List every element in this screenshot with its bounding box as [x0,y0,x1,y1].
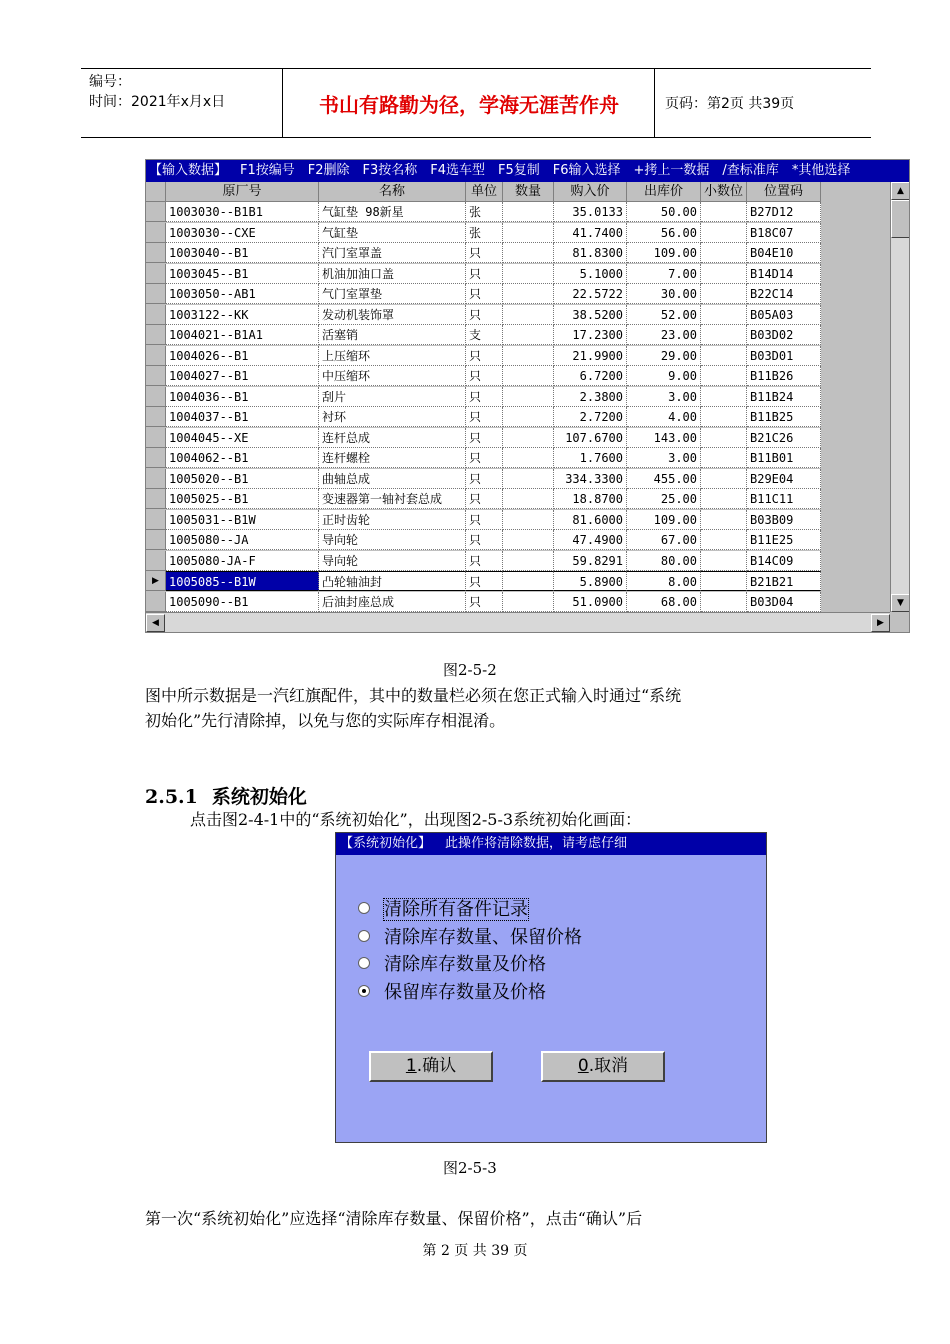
table-cell[interactable]: 1005031--B1W [166,510,319,530]
table-cell[interactable]: 衬环 [319,407,466,427]
table-cell[interactable]: 81.8300 [554,243,627,263]
column-header[interactable]: 位置码 [747,182,821,202]
table-cell[interactable] [503,284,554,304]
table-cell[interactable]: 1004045--XE [166,428,319,448]
table-row[interactable] [146,530,910,550]
paragraph-1-line-1: 图中所示数据是一汽红旗配件，其中的数量栏必须在您正式输入时通过“系统 [145,686,682,705]
table-cell[interactable]: 气缸垫 98新星 [319,202,466,222]
table-cell[interactable]: 17.2300 [554,325,627,345]
table-cell[interactable]: 1.7600 [554,448,627,468]
table-cell[interactable]: B03B09 [747,510,821,530]
table-cell[interactable]: 气缸垫 [319,223,466,243]
table-cell[interactable]: 只 [466,489,503,509]
dialog-title: 【系统初始化】 [340,836,432,851]
figure-caption-2-5-2: 图2-5-2 [443,661,497,679]
table-cell[interactable]: 30.00 [627,284,701,304]
cancel-button[interactable] [541,1051,665,1082]
row-selector[interactable] [146,510,166,530]
table-cell[interactable]: 只 [466,407,503,427]
row-selector[interactable] [146,284,166,304]
table-cell[interactable]: 1003122--KK [166,305,319,325]
table-cell[interactable]: 1003050--AB1 [166,284,319,304]
table-cell[interactable]: B03D04 [747,592,821,612]
table-cell[interactable] [701,510,747,530]
table-cell[interactable]: B21B21 [747,571,821,591]
table-cell[interactable]: 只 [466,469,503,489]
table-cell[interactable] [503,530,554,550]
grid-corner [146,182,166,202]
table-cell[interactable]: B11C11 [747,489,821,509]
table-cell[interactable]: 1003040--B1 [166,243,319,263]
paragraph-3: 第一次“系统初始化”应选择“清除库存数量、保留价格”，点击“确认”后 [145,1209,643,1228]
table-cell[interactable] [503,551,554,571]
table-cell[interactable]: 80.00 [627,551,701,571]
table-cell[interactable]: 只 [466,428,503,448]
table-cell[interactable] [503,407,554,427]
table-cell[interactable]: 6.7200 [554,366,627,386]
table-cell[interactable]: 只 [466,243,503,263]
row-selector[interactable] [146,325,166,345]
table-cell[interactable] [503,346,554,366]
table-cell[interactable]: B21C26 [747,428,821,448]
table-row[interactable] [146,223,910,243]
table-cell[interactable]: 凸轮轴油封 [319,571,466,591]
radio-empty-icon[interactable] [358,930,370,942]
row-selector[interactable] [146,448,166,468]
grid-menu-item: 【输入数据】 [149,163,228,178]
table-cell[interactable]: 1004037--B1 [166,407,319,427]
init-option-radio[interactable] [358,953,546,977]
table-cell[interactable]: 8.00 [627,571,701,591]
table-cell[interactable]: 334.3300 [554,469,627,489]
table-cell[interactable]: 只 [466,366,503,386]
init-option-radio[interactable] [358,898,528,922]
section-title: 系统初始化 [211,786,307,808]
table-cell[interactable] [503,264,554,284]
table-cell[interactable]: 导向轮 [319,551,466,571]
table-cell[interactable] [701,448,747,468]
row-selector[interactable] [146,202,166,222]
grid-menu-item[interactable]: F3按名称 [362,163,418,178]
row-selector[interactable] [146,469,166,489]
table-row[interactable] [146,387,910,407]
row-selector[interactable] [146,264,166,284]
table-cell[interactable]: 中压缩环 [319,366,466,386]
scroll-right-arrow-icon[interactable]: ▶ [871,614,890,632]
table-cell[interactable]: 41.7400 [554,223,627,243]
table-cell[interactable]: B11B01 [747,448,821,468]
table-cell[interactable]: 汽门室罩盖 [319,243,466,263]
scroll-up-arrow-icon[interactable]: ▲ [891,182,910,200]
table-cell[interactable]: 只 [466,264,503,284]
table-cell[interactable] [503,223,554,243]
table-cell[interactable]: 发动机装饰罩 [319,305,466,325]
init-option-label[interactable]: 清除所有备件记录 [384,899,528,920]
radio-empty-icon[interactable] [358,957,370,969]
vertical-scrollbar[interactable] [890,182,910,612]
scroll-left-arrow-icon[interactable]: ◀ [146,614,165,632]
table-cell[interactable] [701,264,747,284]
table-cell[interactable]: 2.7200 [554,407,627,427]
table-cell[interactable] [701,202,747,222]
parts-grid-window [145,159,910,633]
paragraph-1-line-2: 初始化”先行清除掉，以免与您的实际库存相混淆。 [145,711,506,730]
table-cell[interactable]: 1003030--CXE [166,223,319,243]
table-cell[interactable] [701,571,747,591]
table-cell[interactable] [701,366,747,386]
table-cell[interactable]: 1003030--B1B1 [166,202,319,222]
row-selector[interactable] [146,530,166,550]
table-row[interactable] [146,325,910,345]
figure-caption-2-5-3: 图2-5-3 [443,1159,497,1177]
table-cell[interactable]: 59.8291 [554,551,627,571]
table-cell[interactable]: 只 [466,284,503,304]
table-cell[interactable]: 107.6700 [554,428,627,448]
table-cell[interactable]: 9.00 [627,366,701,386]
table-cell[interactable]: 1004026--B1 [166,346,319,366]
row-selector[interactable] [146,592,166,612]
cancel-hotkey: 0 [577,1056,589,1076]
table-row[interactable] [146,428,910,448]
table-cell[interactable]: 1005080-JA-F [166,551,319,571]
table-cell[interactable]: 1004027--B1 [166,366,319,386]
table-cell[interactable]: 109.00 [627,510,701,530]
table-cell[interactable]: 68.00 [627,592,701,612]
table-cell[interactable]: 连杆总成 [319,428,466,448]
table-cell[interactable] [503,510,554,530]
table-cell[interactable]: 21.9900 [554,346,627,366]
table-cell[interactable]: 刮片 [319,387,466,407]
table-cell[interactable] [701,551,747,571]
table-cell[interactable] [701,469,747,489]
table-cell[interactable]: 2.3800 [554,387,627,407]
table-cell[interactable]: 18.8700 [554,489,627,509]
header-meta [81,69,283,137]
table-row[interactable] [146,448,910,468]
table-cell[interactable]: 只 [466,551,503,571]
table-cell[interactable] [701,592,747,612]
table-cell[interactable]: 109.00 [627,243,701,263]
table-row[interactable] [146,284,910,304]
column-header[interactable]: 单位 [466,182,503,202]
grid-menu-item[interactable]: F1按编号 [240,163,295,178]
table-row[interactable] [146,407,910,427]
table-cell[interactable] [701,325,747,345]
table-cell[interactable]: 4.00 [627,407,701,427]
column-header[interactable]: 数量 [503,182,554,202]
grid-menu-item[interactable]: F4选车型 [430,163,486,178]
table-cell[interactable] [701,387,747,407]
table-row[interactable] [146,346,910,366]
table-cell[interactable] [503,202,554,222]
table-cell[interactable]: 5.8900 [554,571,627,591]
table-cell[interactable]: 张 [466,223,503,243]
row-selector[interactable] [146,428,166,448]
grid-menu-item[interactable]: F6输入选择 [552,163,621,178]
grid-menu-item[interactable]: F2删除 [307,163,350,178]
header-page: 页码：第2页 共39页 [665,96,795,112]
table-cell[interactable] [503,469,554,489]
table-cell[interactable]: 上压缩环 [319,346,466,366]
table-cell[interactable]: 正时齿轮 [319,510,466,530]
scroll-thumb[interactable] [891,200,910,238]
table-cell[interactable] [503,387,554,407]
table-row[interactable] [146,202,910,222]
table-cell[interactable] [701,530,747,550]
grid-menu-item[interactable]: *其他选择 [791,163,851,178]
table-cell[interactable]: 只 [466,592,503,612]
table-cell[interactable]: 56.00 [627,223,701,243]
paragraph-1 [145,683,825,733]
table-cell[interactable] [701,305,747,325]
table-cell[interactable]: 52.00 [627,305,701,325]
table-cell[interactable] [701,223,747,243]
table-cell[interactable]: B11B26 [747,366,821,386]
table-cell[interactable]: 7.00 [627,264,701,284]
system-init-dialog [335,832,767,1143]
table-row[interactable] [146,489,910,509]
table-cell[interactable]: 3.00 [627,387,701,407]
table-cell[interactable] [701,346,747,366]
table-cell[interactable]: 1005090--B1 [166,592,319,612]
table-cell[interactable]: B14C09 [747,551,821,571]
table-cell[interactable]: 22.5722 [554,284,627,304]
horizontal-scrollbar[interactable] [146,612,890,633]
table-cell[interactable]: 25.00 [627,489,701,509]
row-selector[interactable] [146,366,166,386]
table-cell[interactable]: 1005025--B1 [166,489,319,509]
column-header[interactable]: 名称 [319,182,466,202]
init-option-label[interactable]: 保留库存数量及价格 [384,981,546,1003]
table-cell[interactable]: 1004036--B1 [166,387,319,407]
page-header [81,68,871,138]
table-cell[interactable]: B14D14 [747,264,821,284]
table-cell[interactable]: 143.00 [627,428,701,448]
table-cell[interactable]: 1005020--B1 [166,469,319,489]
table-cell[interactable]: B11B25 [747,407,821,427]
dialog-warning: 此操作将清除数据，请考虑仔细 [445,836,628,851]
table-cell[interactable] [503,366,554,386]
column-header[interactable]: 购入价 [554,182,627,202]
header-time: 时间：2021年x月x日 [89,94,226,110]
table-cell[interactable]: 51.0900 [554,592,627,612]
table-cell[interactable]: 29.00 [627,346,701,366]
table-cell[interactable]: 机油加油口盖 [319,264,466,284]
table-cell[interactable]: 变速器第一轴衬套总成 [319,489,466,509]
table-cell[interactable]: B11B24 [747,387,821,407]
table-cell[interactable]: B29E04 [747,469,821,489]
table-cell[interactable] [701,489,747,509]
table-row[interactable] [146,469,910,489]
table-cell[interactable] [701,428,747,448]
table-cell[interactable]: 后油封座总成 [319,592,466,612]
table-cell[interactable]: 活塞销 [319,325,466,345]
column-header[interactable]: 小数位 [701,182,747,202]
radio-empty-icon[interactable] [358,902,370,914]
table-cell[interactable] [503,448,554,468]
table-row[interactable] [146,592,910,612]
table-cell[interactable]: 23.00 [627,325,701,345]
table-cell[interactable]: 47.4900 [554,530,627,550]
table-cell[interactable]: 只 [466,448,503,468]
table-row[interactable] [146,510,910,530]
table-cell[interactable]: B22C14 [747,284,821,304]
table-cell[interactable]: 张 [466,202,503,222]
table-cell[interactable]: 67.00 [627,530,701,550]
row-selector[interactable] [146,407,166,427]
table-cell[interactable]: 5.1000 [554,264,627,284]
header-motto: 书山有路勤为径，学海无涯苦作舟 [284,69,655,137]
header-number: 编号： [89,74,131,90]
table-cell[interactable] [503,243,554,263]
init-option-label[interactable]: 清除库存数量、保留价格 [384,926,582,948]
table-cell[interactable]: B04E10 [747,243,821,263]
table-cell[interactable]: 1005085--B1W [166,571,319,591]
column-header[interactable]: 出库价 [627,182,701,202]
section-heading [145,782,307,809]
table-cell[interactable]: 只 [466,571,503,591]
table-cell[interactable]: 1005080--JA [166,530,319,550]
table-cell[interactable] [503,489,554,509]
table-row[interactable] [146,243,910,263]
table-cell[interactable]: 1004021--B1A1 [166,325,319,345]
confirm-button[interactable] [369,1051,493,1082]
table-row[interactable] [146,305,910,325]
table-cell[interactable]: B27D12 [747,202,821,222]
row-selector[interactable] [146,243,166,263]
grid-menu-item[interactable]: /查标准库 [722,163,779,178]
row-selector[interactable] [146,305,166,325]
table-cell[interactable]: 连杆螺栓 [319,448,466,468]
table-cell[interactable]: 只 [466,510,503,530]
cancel-label: .取消 [588,1056,629,1076]
table-cell[interactable]: B03D02 [747,325,821,345]
table-cell[interactable]: B11E25 [747,530,821,550]
table-cell[interactable]: 3.00 [627,448,701,468]
row-selector[interactable] [146,489,166,509]
radio-selected-icon[interactable] [358,985,370,997]
table-cell[interactable] [503,325,554,345]
init-option-radio[interactable] [358,926,582,950]
table-cell[interactable]: 35.0133 [554,202,627,222]
confirm-label: .确认 [416,1056,457,1076]
row-selector[interactable] [146,387,166,407]
column-header[interactable]: 原厂号 [166,182,319,202]
row-selector[interactable] [146,223,166,243]
table-cell[interactable]: 支 [466,325,503,345]
table-row[interactable] [146,366,910,386]
table-cell[interactable] [503,305,554,325]
grid-menu-bar [146,160,910,182]
table-cell[interactable] [701,243,747,263]
table-cell[interactable]: 1004062--B1 [166,448,319,468]
table-cell[interactable]: 只 [466,530,503,550]
scroll-down-arrow-icon[interactable]: ▼ [891,594,910,612]
grid-menu-item[interactable]: F5复制 [498,163,540,178]
table-cell[interactable]: 曲轴总成 [319,469,466,489]
current-row-pointer-icon[interactable]: ▶ [146,571,166,591]
table-row[interactable] [146,551,910,571]
row-selector[interactable] [146,551,166,571]
table-cell[interactable] [503,592,554,612]
table-cell[interactable]: B05A03 [747,305,821,325]
table-cell[interactable] [503,428,554,448]
table-cell[interactable]: 38.5200 [554,305,627,325]
section-number: 2.5.1 [145,786,198,808]
table-cell[interactable]: 455.00 [627,469,701,489]
table-cell[interactable] [701,407,747,427]
table-cell[interactable] [701,284,747,304]
table-cell[interactable]: 导向轮 [319,530,466,550]
paragraph-2: 点击图2-4-1中的“系统初始化”，出现图2-5-3系统初始化画面： [190,810,642,829]
page-footer: 第 2 页 共 39 页 [422,1243,528,1259]
row-selector[interactable] [146,346,166,366]
table-cell[interactable]: B18C07 [747,223,821,243]
dialog-title-bar [336,833,766,855]
table-row[interactable] [146,264,910,284]
init-option-label[interactable]: 清除库存数量及价格 [384,954,546,975]
confirm-hotkey: 1 [405,1056,417,1076]
table-row[interactable] [146,571,910,591]
table-cell[interactable]: B03D01 [747,346,821,366]
init-option-radio[interactable] [358,981,546,1005]
table-cell[interactable]: 只 [466,305,503,325]
table-cell[interactable]: 只 [466,346,503,366]
table-cell[interactable]: 1003045--B1 [166,264,319,284]
grid-menu-item[interactable]: +拷上一数据 [633,163,710,178]
table-cell[interactable]: 50.00 [627,202,701,222]
table-cell[interactable] [503,571,554,591]
table-cell[interactable]: 只 [466,387,503,407]
table-cell[interactable]: 气门室罩垫 [319,284,466,304]
table-cell[interactable]: 81.6000 [554,510,627,530]
